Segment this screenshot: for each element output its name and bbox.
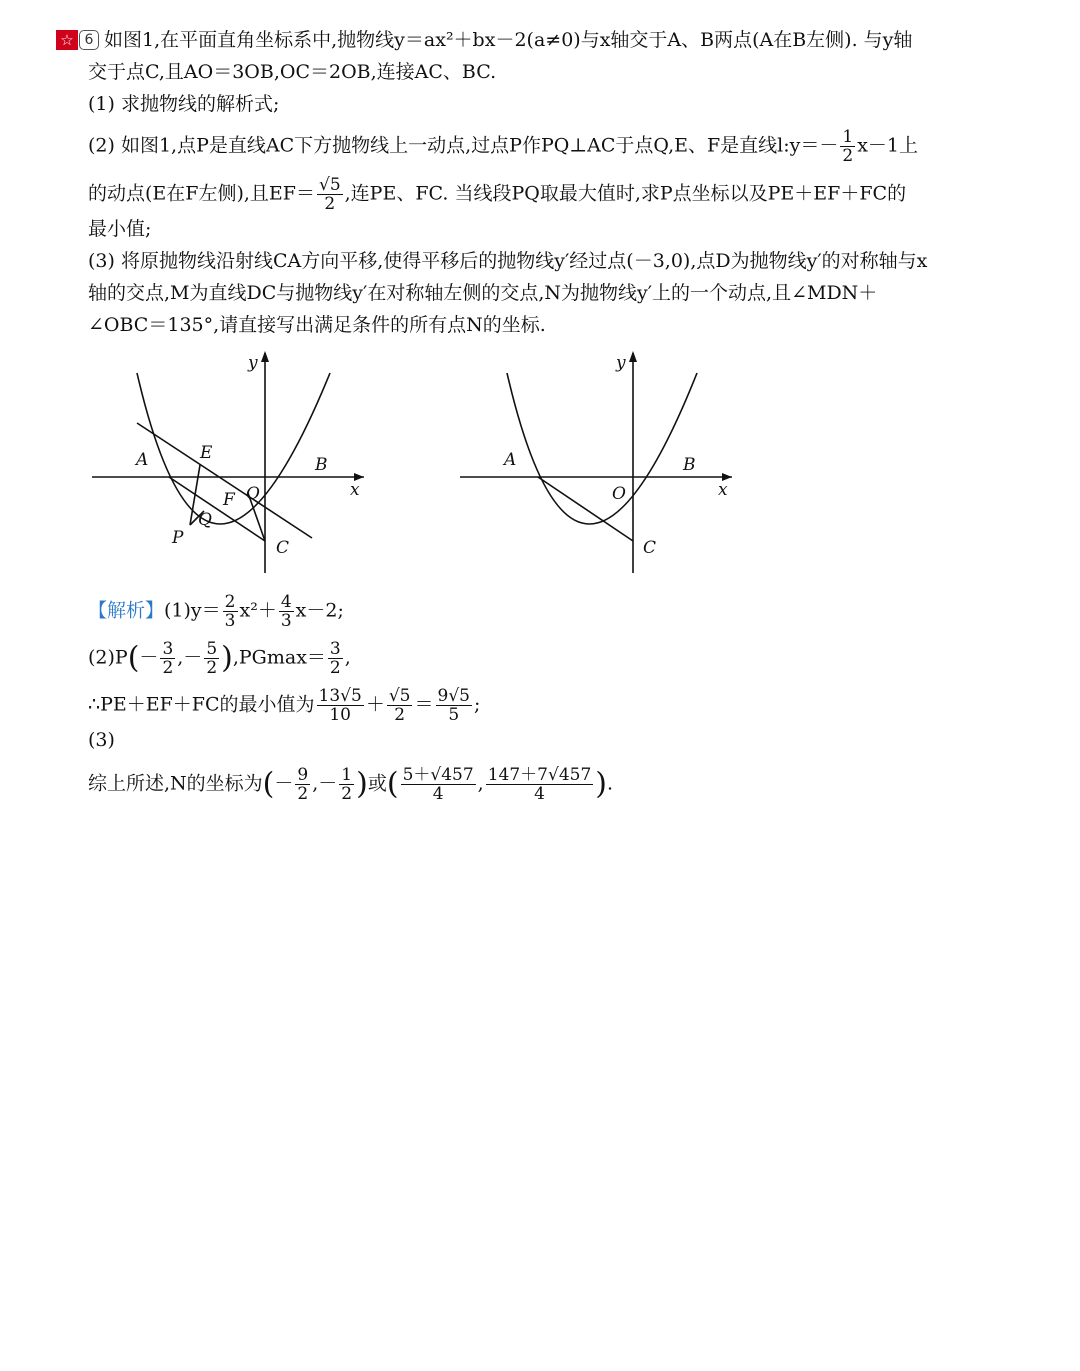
parabola bbox=[507, 373, 697, 524]
solution-text: (2)P bbox=[88, 646, 128, 669]
part3-question-line1: (3) 将原抛物线沿射线CA方向平移,使得平移后的抛物线y′经过点(－3,0),点D为抛物线y′的对称轴与x bbox=[88, 250, 928, 272]
fraction: $\frac{√5}{2}$ bbox=[318, 175, 341, 214]
figure-2 bbox=[452, 345, 752, 585]
part2-text-b-tail: ,连PE、FC. 当线段PQ取最大值时,求P点坐标以及PE＋EF＋FC的 bbox=[344, 182, 907, 205]
y-axis-arrow bbox=[261, 351, 269, 362]
problem-stem-line1: 如图1,在平面直角坐标系中,抛物线y＝ax²＋bx－2(a≠0)与x轴交于A、B两点(A在B左侧). 与y轴 bbox=[104, 29, 913, 51]
label-x: x bbox=[718, 480, 728, 500]
problem-number-badge: 6 bbox=[79, 30, 99, 50]
part2-question-line3: 最小值; bbox=[88, 218, 152, 240]
label-a: A bbox=[136, 450, 149, 470]
label-q: Q bbox=[198, 510, 212, 530]
y-axis-arrow bbox=[629, 351, 637, 362]
part2-text-a: (2) 如图1,点P是直线AC下方抛物线上一动点,过点P作PQ⊥AC于点Q,E、F是直线l:y＝－ bbox=[88, 134, 839, 157]
solution-text: ,PGmax＝ bbox=[232, 646, 326, 669]
label-c: C bbox=[643, 538, 657, 558]
part2-question-line2 bbox=[88, 176, 906, 213]
line-l bbox=[137, 423, 312, 538]
fraction: $\frac{1}{2}$ bbox=[341, 765, 353, 804]
label-e: E bbox=[200, 443, 213, 463]
part3-question-line3: ∠OBC＝135°,请直接写出满足条件的所有点N的坐标. bbox=[88, 314, 546, 336]
fraction: $\frac{1}{2}$ bbox=[842, 127, 854, 166]
fraction: $\frac{9√5}{5}$ bbox=[437, 686, 470, 725]
solution-text: 或 bbox=[367, 772, 387, 795]
part2-text-b: 的动点(E在F左侧),且EF＝ bbox=[88, 182, 315, 205]
part1-question: (1) 求抛物线的解析式; bbox=[88, 93, 280, 115]
label-y: y bbox=[616, 353, 626, 373]
label-b: B bbox=[683, 455, 696, 475]
solution-line5: 综上所述,N的坐标为(－ $\frac{9}{2}$ ,－ $\frac{1}{2}$ )或( $\frac{5+√457}{4}$ , $\frac{147+7√457}{4}$ ). bbox=[88, 765, 614, 804]
label-c: C bbox=[276, 538, 290, 558]
fraction: $\frac{147+7√457}{4}$ bbox=[487, 765, 592, 804]
label-o: O bbox=[246, 484, 260, 504]
solution-text: 综上所述,N的坐标为 bbox=[88, 772, 263, 795]
fraction: $\frac{5+√457}{4}$ bbox=[402, 765, 474, 804]
part2-text-a-tail: x－1上 bbox=[857, 134, 919, 157]
fraction: $\frac{13√5}{10}$ bbox=[318, 686, 362, 725]
solution-line1 bbox=[88, 593, 344, 630]
solution-text: x－2; bbox=[295, 599, 344, 622]
label-p: P bbox=[172, 528, 184, 548]
solution-text: x²＋ bbox=[239, 599, 277, 622]
fraction: $\frac{9}{2}$ bbox=[297, 765, 309, 804]
solution-line2: (2)P(－ $\frac{3}{2}$ ,－ $\frac{5}{2}$ ),PGmax＝ $\frac{3}{2}$ , bbox=[88, 639, 351, 678]
fraction: $\frac{3}{2}$ bbox=[162, 639, 174, 678]
part3-question-line2: 轴的交点,M为直线DC与抛物线y′在对称轴左侧的交点,N为抛物线y′上的一个动点,且∠MDN＋ bbox=[88, 282, 878, 304]
solution-line3: ∴PE＋EF＋FC的最小值为 $\frac{13√5}{10}$ ＋ $\frac{√5}{2}$ ＝ $\frac{9√5}{5}$ ; bbox=[88, 686, 481, 725]
solution-text: (1)y＝ bbox=[164, 599, 221, 622]
label-a: A bbox=[504, 450, 517, 470]
star-icon: ☆ bbox=[56, 30, 78, 50]
fraction: $\frac{2}{3}$ bbox=[224, 592, 236, 631]
fraction: $\frac{4}{3}$ bbox=[280, 592, 292, 631]
solution-text: , bbox=[344, 646, 351, 669]
solution-text: ∴PE＋EF＋FC的最小值为 bbox=[88, 693, 315, 716]
problem-stem-line2: 交于点C,且AO＝3OB,OC＝2OB,连接AC、BC. bbox=[88, 61, 497, 83]
figure-1 bbox=[82, 345, 382, 585]
fraction: $\frac{5}{2}$ bbox=[206, 639, 218, 678]
fraction: $\frac{3}{2}$ bbox=[329, 639, 341, 678]
label-y: y bbox=[248, 353, 258, 373]
solution-text: . bbox=[606, 772, 614, 795]
solution-tag: 【解析】 bbox=[88, 599, 165, 622]
part2-question-line1 bbox=[88, 128, 918, 165]
fraction: $\frac{√5}{2}$ bbox=[388, 686, 411, 725]
label-b: B bbox=[315, 455, 328, 475]
label-x: x bbox=[350, 480, 360, 500]
label-o: O bbox=[612, 484, 626, 504]
solution-line4: (3) bbox=[88, 729, 115, 751]
label-f: F bbox=[223, 490, 235, 510]
solution-text: ; bbox=[473, 693, 481, 716]
